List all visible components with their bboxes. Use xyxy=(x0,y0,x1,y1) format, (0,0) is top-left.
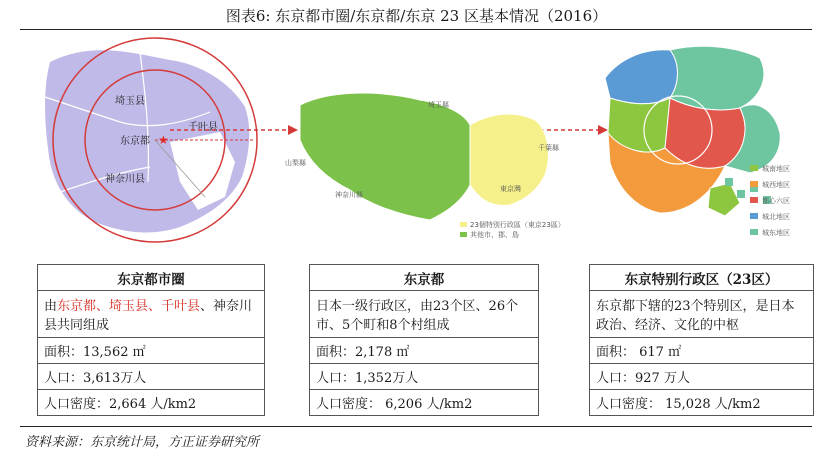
legend-other: 其他市、郡、島 xyxy=(470,231,519,239)
legend-east: 城东地区 xyxy=(762,229,790,237)
metro-area: 面积：13,562 ㎡ xyxy=(38,338,265,364)
metro-desc-highlight: 东京都、埼玉县、千叶县 xyxy=(57,299,201,314)
tokyo-population: 人口：1,352万人 xyxy=(310,364,539,390)
legend-west: 城西地区 xyxy=(762,181,790,189)
label-yamanashi-jp: 山梨縣 xyxy=(285,159,306,167)
metro-area-table xyxy=(37,264,265,416)
label-kanagawa-jp: 神奈川縣 xyxy=(335,191,363,199)
legend-swatch-east xyxy=(750,229,758,235)
label-saitama: 埼玉县 xyxy=(115,96,145,107)
wards-density: 人口密度： 15,028 人/km2 xyxy=(590,390,814,416)
metro-table-header: 东京都市圈 xyxy=(38,265,265,291)
wards-table-header: 东京特别行政区（23区） xyxy=(590,265,814,291)
tokyo-metropolis-map xyxy=(285,85,570,245)
label-saitama-jp: 埼玉縣 xyxy=(428,101,449,109)
tokyo-desc: 日本一级行政区，由23个区、26个市、5个町和8个村组成 xyxy=(310,291,539,338)
label-tokyo: 东京都 xyxy=(120,136,150,147)
legend-23wards: 23個特別行政區（東京23區） xyxy=(470,221,565,229)
wards-map xyxy=(600,38,815,253)
metro-desc xyxy=(38,291,265,338)
label-tokyo-bay-jp: 東京灣 xyxy=(500,185,521,193)
tokyo-star-icon: ★ xyxy=(158,133,169,147)
tokyo-table xyxy=(309,264,539,416)
legend-swatch-23wards xyxy=(460,222,467,227)
legend-north: 城北地区 xyxy=(762,213,790,221)
metro-area-map xyxy=(20,32,270,260)
top-rule xyxy=(20,29,812,30)
tokyo-density: 人口密度： 6,206 人/km2 xyxy=(310,390,539,416)
metro-population: 人口：3,613万人 xyxy=(38,364,265,390)
legend-swatch-west xyxy=(750,181,758,187)
wards-desc: 东京都下辖的23个特别区，是日本政治、经济、文化的中枢 xyxy=(590,291,814,338)
bottom-rule xyxy=(20,426,812,427)
tokyo-area: 面积：2,178 ㎡ xyxy=(310,338,539,364)
metro-density: 人口密度：2,664 人/km2 xyxy=(38,390,265,416)
legend-south: 城南地区 xyxy=(762,165,790,173)
legend-central: 都心六区 xyxy=(762,197,790,205)
legend-swatch-central xyxy=(750,197,758,203)
tokyo-table-header: 东京都 xyxy=(310,265,539,291)
label-chiba: 千叶县 xyxy=(188,122,218,133)
metro-desc-prefix: 由 xyxy=(44,299,58,314)
legend-swatch-south xyxy=(750,165,758,171)
source-note: 资料来源：东京统计局，方正证券研究所 xyxy=(25,435,260,450)
label-chiba-jp: 千葉縣 xyxy=(538,144,559,152)
figure-title: 图表6: 东京都市圈/东京都/东京 23 区基本情况（2016） xyxy=(225,7,608,25)
legend-swatch-other xyxy=(460,232,467,237)
arrow-metro-to-tokyo xyxy=(170,120,300,140)
wards-table xyxy=(589,264,814,416)
wards-legend xyxy=(750,164,790,237)
label-kanagawa: 神奈川县 xyxy=(105,174,145,185)
wards-population: 人口：927 万人 xyxy=(590,364,814,390)
wards-area: 面积： 617 ㎡ xyxy=(590,338,814,364)
metro-desc-suffix: 、神奈川县共同组成 xyxy=(44,299,253,333)
legend-swatch-north xyxy=(750,213,758,219)
